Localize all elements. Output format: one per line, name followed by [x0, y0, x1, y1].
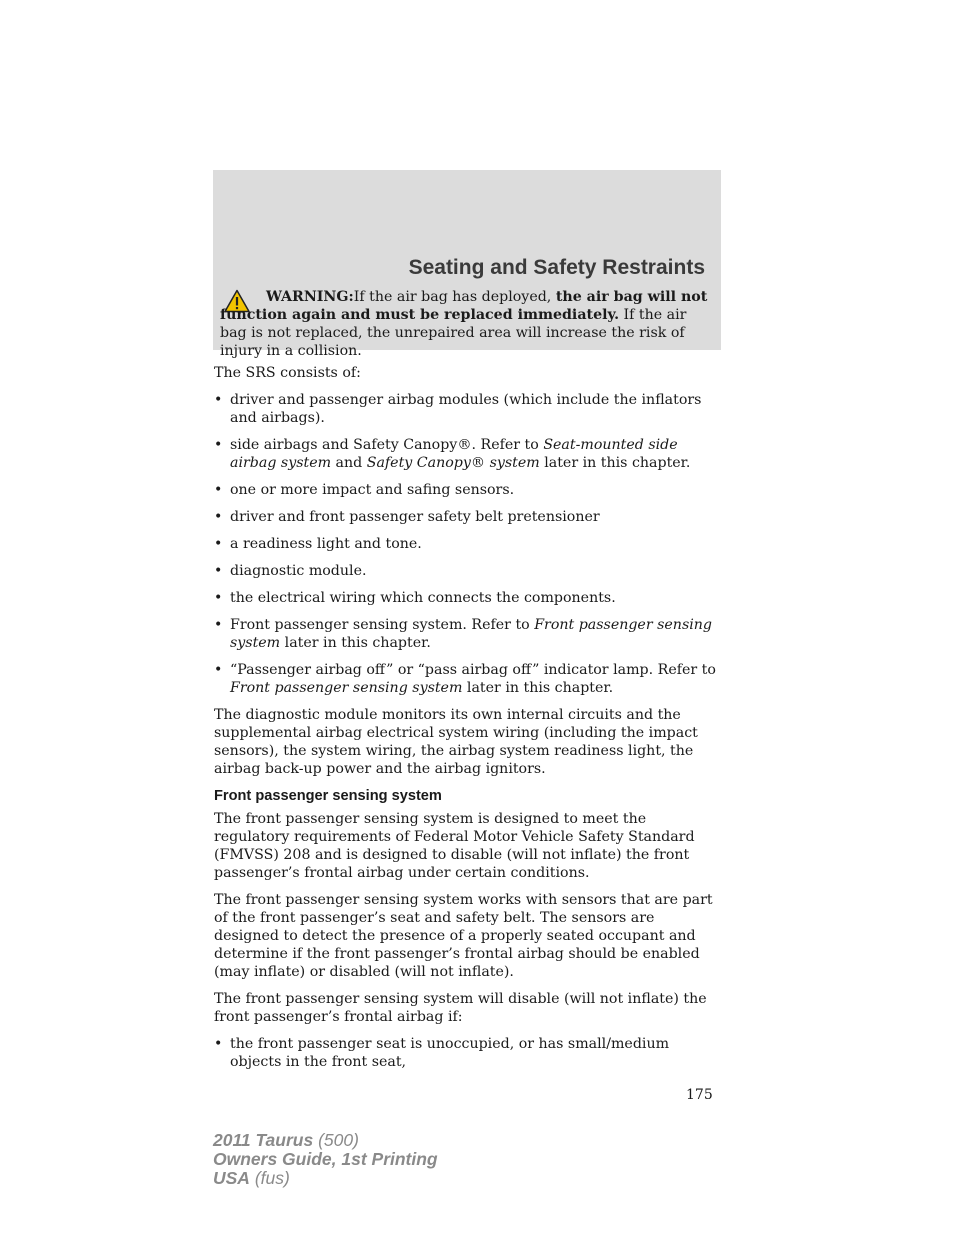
list-item: • Front passenger sensing system. Refer to Front passenger sensing system later in this chapter.: [214, 617, 712, 651]
list-item: • one or more impact and safing sensors.: [214, 482, 515, 498]
warning-text: WARNING:If the air bag has deployed, the air bag will not function again and must be replaced immediately. If the air bag is not replaced, the unrepaired area will increase the risk of injury in a collision.: [220, 289, 708, 359]
list-item: • the front passenger seat is unoccupied, or has small/medium objects in the front seat,: [214, 1036, 670, 1070]
bullet: •: [214, 482, 223, 498]
cross-reference: Safety Canopy® system: [366, 455, 540, 471]
list-item: • “Passenger airbag off” or “pass airbag off” indicator lamp. Refer to Front passenger sensing system later in this chapter.: [214, 662, 716, 696]
disable-list: [214, 1035, 720, 1071]
bullet: •: [214, 536, 223, 552]
bullet: •: [214, 1036, 223, 1052]
footer-line-1: 2011 Taurus (500): [213, 1130, 359, 1150]
bullet: •: [214, 590, 223, 606]
section-heading: Front passenger sensing system: [214, 788, 442, 804]
bullet: •: [214, 662, 223, 678]
bullet: •: [214, 563, 223, 579]
cross-reference: Front passenger sensing system: [230, 617, 712, 651]
list-item: • driver and passenger airbag modules (which include the inflators and airbags).: [214, 392, 702, 426]
list-item: • the electrical wiring which connects the components.: [214, 590, 616, 606]
bullet: •: [214, 617, 223, 633]
bullet: •: [214, 392, 223, 408]
footer: [213, 1131, 438, 1188]
page-number: 175: [686, 1087, 713, 1103]
list-item: • driver and front passenger safety belt pretensioner: [214, 509, 600, 525]
section-title: Seating and Safety Restraints: [408, 256, 705, 279]
bullet: •: [214, 437, 223, 453]
warning-emphasis: the air bag will not function again and must be replaced immediately.: [220, 289, 708, 323]
bullet: •: [214, 509, 223, 525]
paragraph-diagnostic: The diagnostic module monitors its own internal circuits and the supplemental airbag electrical system wiring (including the impact sensors), the system wiring, the airbag system readiness light, the airbag back-up power and the airbag ignitors.: [214, 707, 698, 777]
page-content: [214, 364, 720, 1080]
paragraph-fpss-2: The front passenger sensing system works with sensors that are part of the front passenger’s seat and safety belt. The sensors are designed to detect the presence of a properly seated occupant and determine if the front passenger’s frontal airbag should be enabled (may inflate) or disabled (will not inflate).: [214, 892, 713, 980]
footer-line-3: USA (fus): [213, 1168, 290, 1188]
srs-list: [214, 391, 720, 697]
warning-box: [213, 283, 721, 359]
list-item: • diagnostic module.: [214, 563, 367, 579]
warning-label: WARNING:: [266, 289, 354, 305]
list-item: • a readiness light and tone.: [214, 536, 422, 552]
header-band: [213, 170, 721, 284]
paragraph-fpss-3: The front passenger sensing system will disable (will not inflate) the front passenger’s frontal airbag if:: [214, 991, 707, 1025]
list-item: • side airbags and Safety Canopy®. Refer to Seat-mounted side airbag system and Safety Canopy® system later in this chapter.: [214, 437, 691, 471]
footer-line-2: Owners Guide, 1st Printing: [213, 1149, 438, 1169]
srs-intro: The SRS consists of:: [214, 365, 361, 381]
cross-reference: Front passenger sensing system: [230, 680, 463, 696]
paragraph-fpss-1: The front passenger sensing system is designed to meet the regulatory requirements of Federal Motor Vehicle Safety Standard (FMVSS) 208 and is designed to disable (will not inflate) the front passenger’s frontal airbag under certain conditions.: [214, 811, 695, 881]
cross-reference: Seat-mounted side airbag system: [230, 437, 678, 471]
